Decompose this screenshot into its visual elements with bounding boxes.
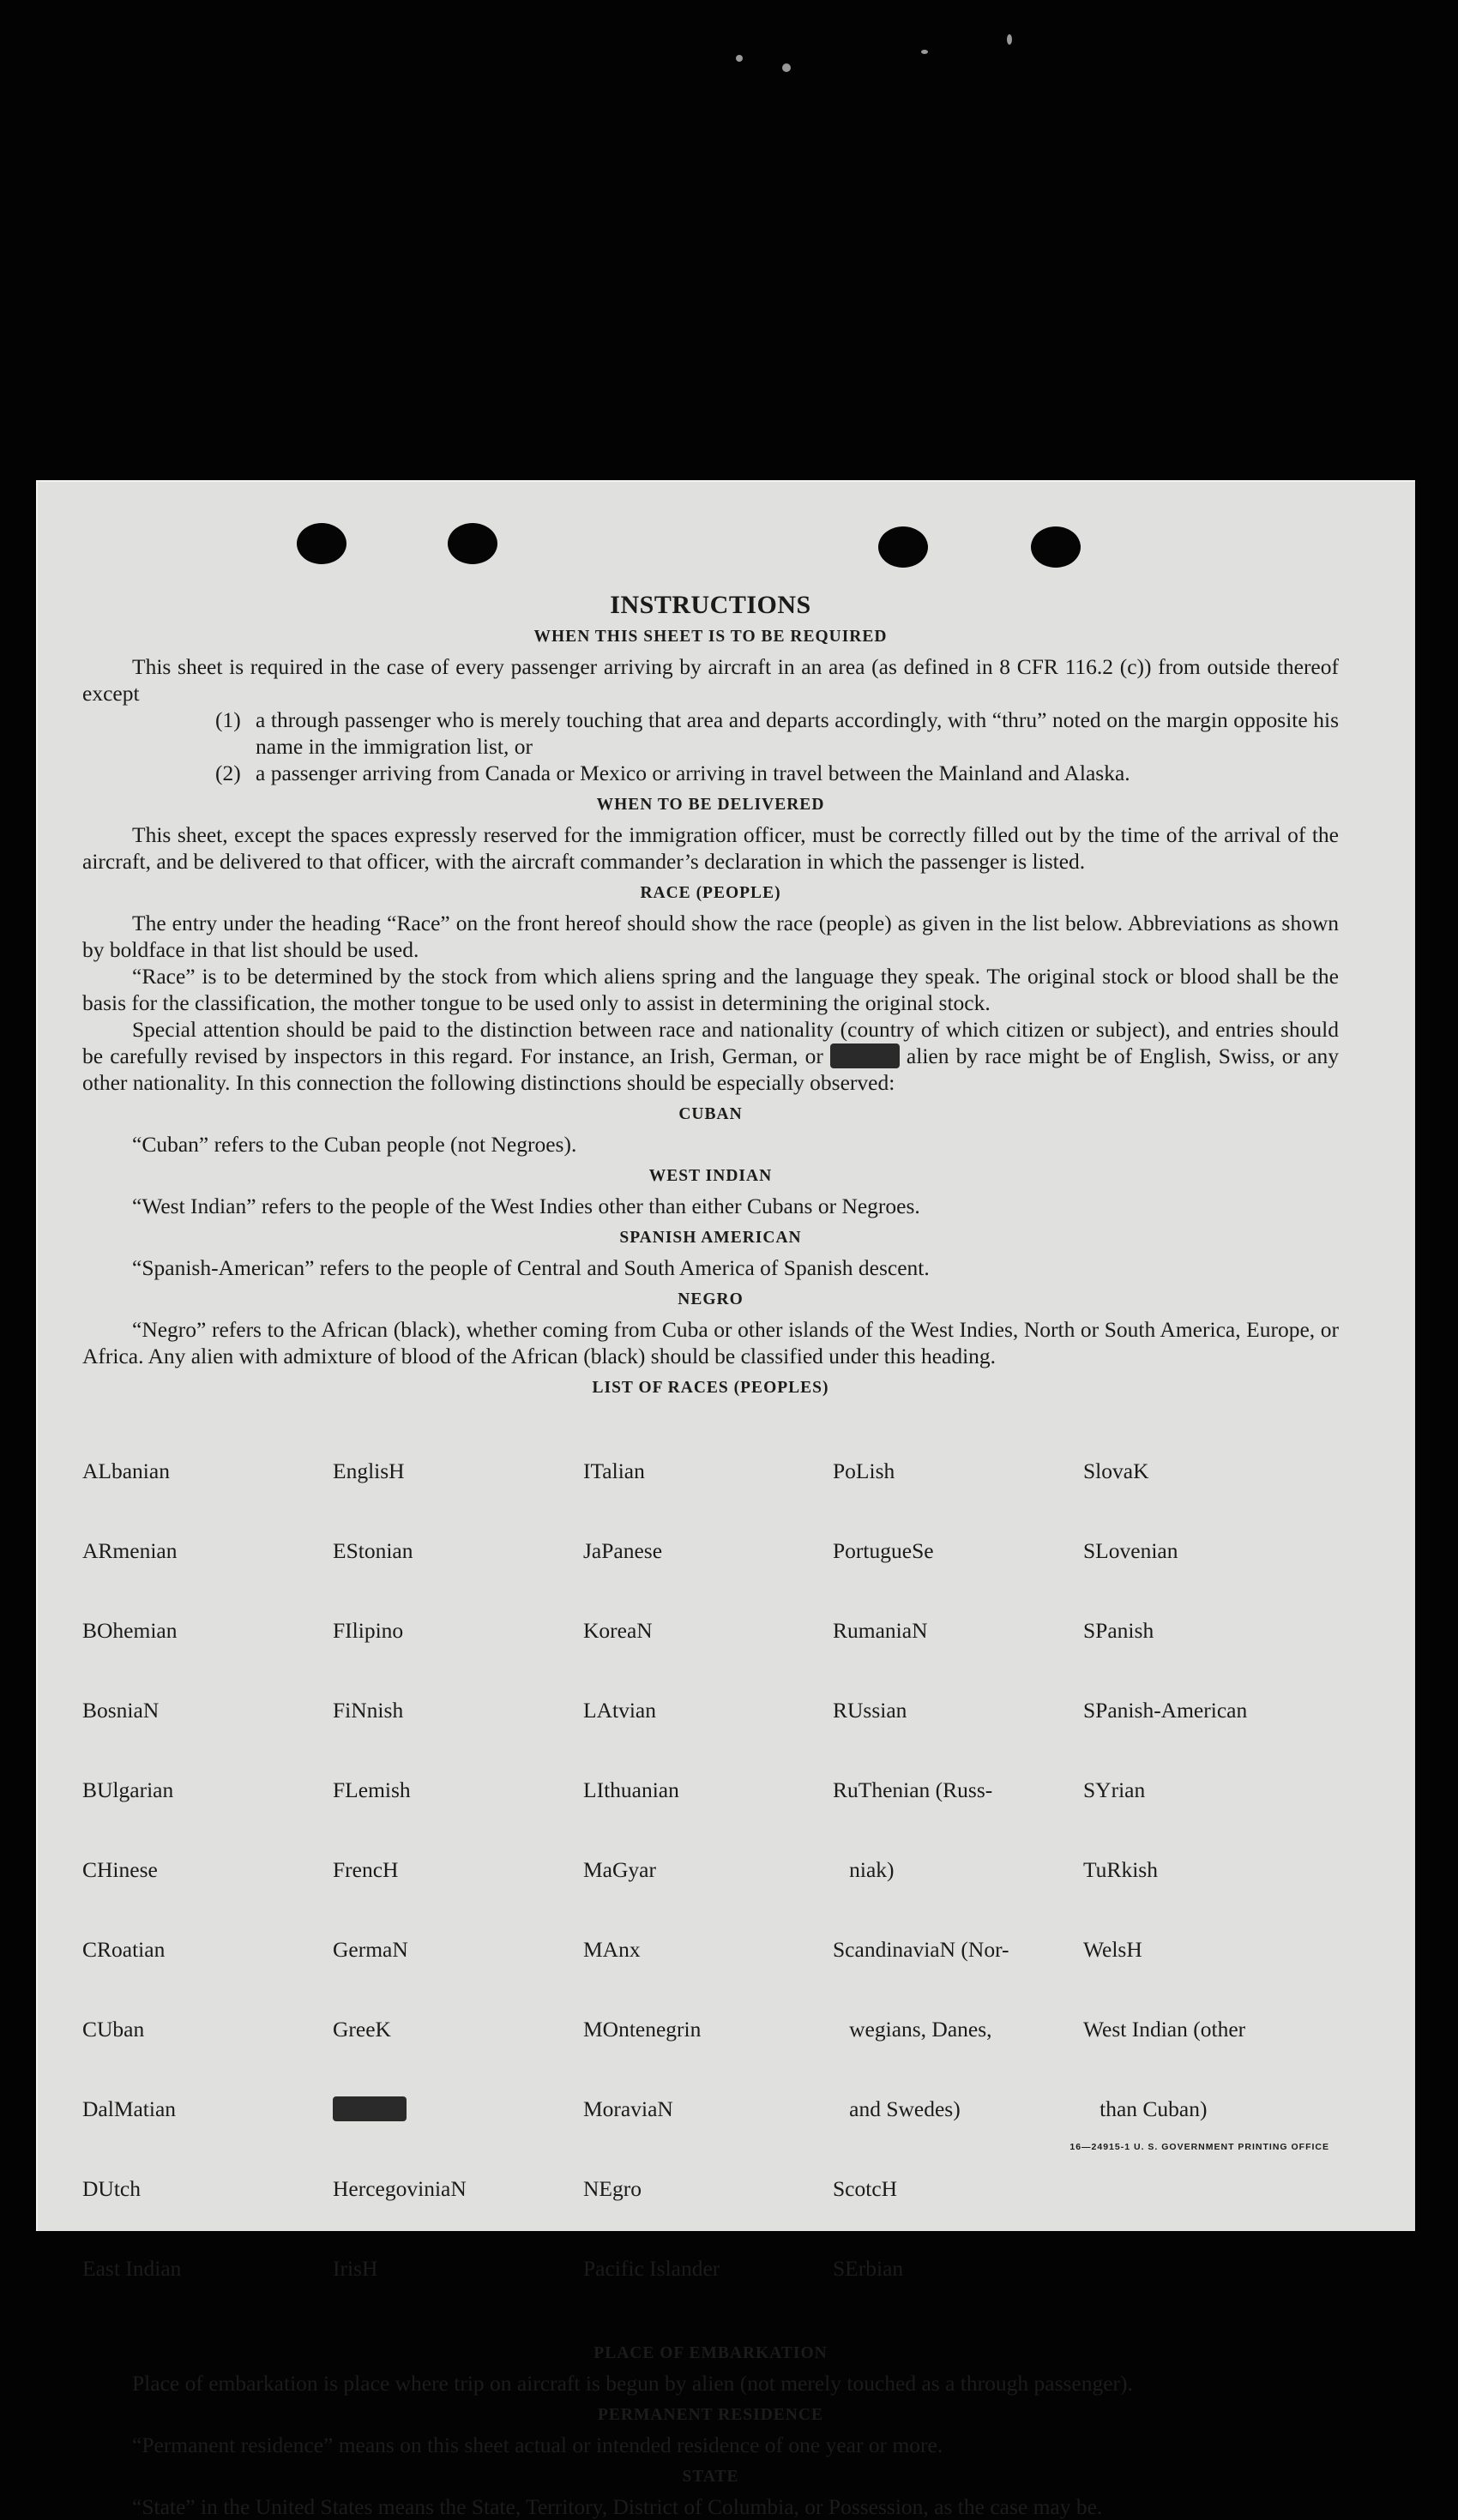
- race-entry: SLovenian: [1083, 1538, 1178, 1563]
- section-heading-when-required: WHEN THIS SHEET IS TO BE REQUIRED: [533, 628, 888, 646]
- race-entry: JaPanese: [583, 1538, 663, 1563]
- section-heading-cuban: CUBAN: [678, 1105, 743, 1123]
- race-entry: RUssian: [833, 1698, 907, 1723]
- exception-number: (2): [215, 761, 241, 785]
- race-entry: LAtvian: [583, 1698, 656, 1723]
- west-indian-text: “West Indian” refers to the people of the West Indies other than either Cubans or Negroes.: [132, 1194, 920, 1218]
- when-delivered-text: This sheet, except the spaces expressly reserved for the immigration officer, must be correctly filled out by the time of the arrival of the aircraft, and be delivered to that officer, with the aircraft commander’s declaration in which the passenger is listed.: [82, 822, 1339, 874]
- race-entry: DUtch: [82, 2176, 141, 2201]
- residence-text: “Permanent residence” means on this sheet actual or intended residence of one year or more.: [132, 2433, 943, 2457]
- race-entry: ScotcH: [833, 2176, 898, 2201]
- race-entry: LIthuanian: [583, 1777, 679, 1802]
- section-heading-negro: NEGRO: [678, 1290, 744, 1308]
- race-entry: FrencH: [333, 1857, 399, 1882]
- section-heading-west-indian: WEST INDIAN: [648, 1167, 773, 1185]
- races-column: [1083, 1404, 1339, 2335]
- section-heading-embarkation: PLACE OF EMBARKATION: [593, 2344, 828, 2362]
- spanish-american-text: “Spanish-American” refers to the people of Central and South America of Spanish descent.: [132, 1255, 930, 1280]
- race-entry: and Swedes): [833, 2096, 961, 2121]
- race-entry: HercegoviniaN: [333, 2176, 467, 2201]
- section-heading-residence: PERMANENT RESIDENCE: [598, 2406, 823, 2424]
- race-entry: CUban: [82, 2017, 145, 2042]
- race-paragraph-3-end: alien by race might be of English, Swiss, or any other nationality. In this connection the following distinctions should be especially observed:: [82, 1043, 1340, 1095]
- race-entry: BUlgarian: [82, 1777, 174, 1802]
- instructions-content: [82, 592, 1339, 2520]
- race-entry: CHinese: [82, 1857, 158, 1882]
- punch-hole: [878, 526, 928, 568]
- section-heading-list-of-races: LIST OF RACES (PEOPLES): [592, 1379, 829, 1397]
- race-entry: NEgro: [583, 2176, 642, 2201]
- race-entry: SlovaK: [1083, 1458, 1149, 1483]
- page-title: INSTRUCTIONS: [610, 591, 811, 619]
- exception-text: a through passenger who is merely touching that area and departs accordingly, with “thru” noted on the margin opposite his name in the immigration list, or: [256, 707, 1339, 759]
- race-entry: MaGyar: [583, 1857, 656, 1882]
- redacted-race-entry: [333, 2096, 407, 2121]
- scan-speck: [736, 55, 743, 62]
- race-paragraph-1: The entry under the heading “Race” on the front hereof should show the race (people) as given in the list below. Abbreviations as shown by boldface in that list should be used.: [82, 911, 1339, 962]
- race-entry: SPanish: [1083, 1618, 1154, 1643]
- race-entry: BosniaN: [82, 1698, 160, 1723]
- race-entry: TuRkish: [1083, 1857, 1158, 1882]
- punch-hole: [1031, 526, 1081, 568]
- races-list: [82, 1404, 1339, 2335]
- scan-speck: [921, 50, 928, 54]
- race-entry: SYrian: [1083, 1777, 1146, 1802]
- race-entry: GermaN: [333, 1937, 408, 1962]
- race-entry: ALbanian: [82, 1458, 170, 1483]
- race-entry: DalMatian: [82, 2096, 177, 2121]
- race-entry: ITalian: [583, 1458, 645, 1483]
- race-entry: KoreaN: [583, 1618, 653, 1643]
- race-entry: RuThenian (Russ-: [833, 1777, 993, 1802]
- cuban-text: “Cuban” refers to the Cuban people (not Negroes).: [132, 1132, 577, 1157]
- scan-speck: [782, 63, 791, 72]
- race-entry: FLemish: [333, 1777, 411, 1802]
- race-entry: FIlipino: [333, 1618, 404, 1643]
- race-entry: EnglisH: [333, 1458, 405, 1483]
- race-entry: MoraviaN: [583, 2096, 673, 2121]
- scan-speck: [1007, 34, 1012, 45]
- section-heading-state: STATE: [682, 2468, 739, 2486]
- race-entry: PortugueSe: [833, 1538, 934, 1563]
- race-entry: EStonian: [333, 1538, 413, 1563]
- negro-text: “Negro” refers to the African (black), whether coming from Cuba or other islands of the West Indies, North or South America, Europe, or Africa. Any alien with admixture of blood of the African (black) should be classified under this heading.: [82, 1317, 1339, 1368]
- race-entry: East Indian: [82, 2256, 182, 2281]
- race-entry: SPanish-American: [1083, 1698, 1248, 1723]
- when-required-intro: This sheet is required in the case of every passenger arriving by aircraft in an area (as defined in 8 CFR 116.2 (c)) from outside thereof except: [82, 654, 1339, 706]
- exception-text: a passenger arriving from Canada or Mexico or arriving in travel between the Mainland and Alaska.: [256, 761, 1130, 785]
- race-entry: niak): [833, 1857, 895, 1882]
- punch-hole: [297, 523, 346, 564]
- race-entry: CRoatian: [82, 1937, 166, 1962]
- races-column: [333, 1404, 583, 2335]
- race-entry: RumaniaN: [833, 1618, 928, 1643]
- race-entry: ARmenian: [82, 1538, 178, 1563]
- race-paragraph-3-start: Special attention should be paid to the distinction between race and nationality (country of which citizen or subject), and entries should be carefully revised by inspectors in this regard. For instance, an Irish, German, or: [82, 1017, 1339, 1068]
- race-entry: [333, 2096, 583, 2122]
- race-entry: SErbian: [833, 2256, 904, 2281]
- exception-number: (1): [215, 707, 241, 732]
- exception-item: [82, 760, 1339, 786]
- punch-hole: [448, 523, 497, 564]
- race-entry: GreeK: [333, 2017, 391, 2042]
- race-entry: WelsH: [1083, 1937, 1142, 1962]
- race-entry: BOhemian: [82, 1618, 178, 1643]
- race-entry: MAnx: [583, 1937, 641, 1962]
- state-text: “State” in the United States means the State, Territory, District of Columbia, or Possession, as the case may be.: [132, 2494, 1103, 2519]
- section-heading-when-delivered: WHEN TO BE DELIVERED: [596, 796, 825, 814]
- race-paragraph-2: “Race” is to be determined by the stock from which aliens spring and the language they speak. The original stock or blood shall be the basis for the classification, the mother tongue to be used only to assist in determining the original stock.: [82, 964, 1339, 1015]
- race-entry: ScandinaviaN (Nor-: [833, 1937, 1009, 1962]
- printing-office-code: 16—24915-1 U. S. GOVERNMENT PRINTING OFFICE: [1069, 2142, 1329, 2152]
- section-heading-race: RACE (PEOPLE): [640, 884, 781, 902]
- race-paragraph-3: [82, 1016, 1339, 1096]
- redacted-word: [830, 1043, 900, 1068]
- instruction-sheet: [36, 480, 1415, 2519]
- race-entry: FiNnish: [333, 1698, 404, 1723]
- race-entry: Pacific Islander: [583, 2256, 720, 2281]
- race-entry: IrisH: [333, 2256, 378, 2281]
- race-entry: MOntenegrin: [583, 2017, 702, 2042]
- exception-item: [82, 707, 1339, 760]
- races-column: [583, 1404, 833, 2335]
- races-column: [82, 1404, 333, 2335]
- race-entry: wegians, Danes,: [833, 2017, 992, 2042]
- race-entry: West Indian (other: [1083, 2017, 1246, 2042]
- embarkation-text: Place of embarkation is place where trip on aircraft is begun by alien (not merely touched as a through passenger).: [132, 2371, 1133, 2396]
- race-entry: than Cuban): [1083, 2096, 1208, 2121]
- section-heading-spanish-american: SPANISH AMERICAN: [619, 1229, 802, 1247]
- race-entry: PoLish: [833, 1458, 895, 1483]
- races-column: [833, 1404, 1083, 2335]
